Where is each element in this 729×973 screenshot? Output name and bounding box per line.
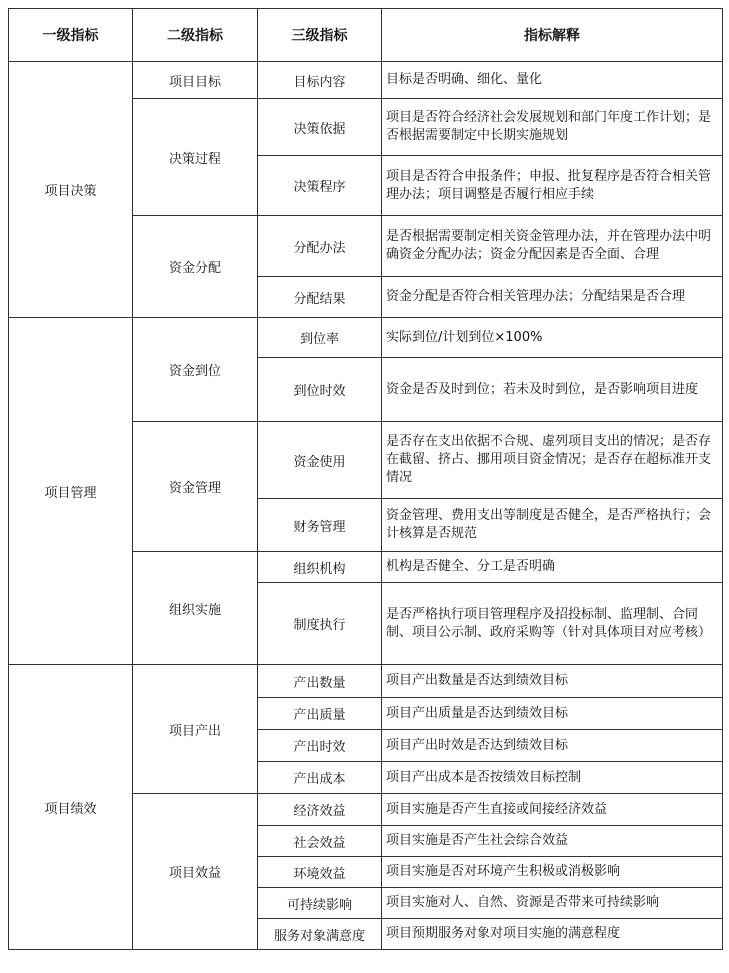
header-row (9, 9, 723, 62)
level3-cell: 制度执行 (258, 583, 382, 665)
explanation-cell: 项目是否符合经济社会发展规划和部门年度工作计划；是否根据需要制定中长期实施规划 (382, 99, 723, 156)
explanation-cell: 资金是否及时到位；若未及时到位，是否影响项目进度 (382, 358, 723, 422)
explanation-cell: 项目是否符合申报条件；申报、批复程序是否符合相关管理办法；项目调整是否履行相应手续 (382, 156, 723, 216)
header-level1: 一级指标 (9, 9, 133, 62)
explanation-cell: 实际到位/计划到位×100% (382, 318, 723, 358)
level2-cell: 组织实施 (133, 552, 258, 665)
level1-cell: 项目决策 (9, 62, 133, 318)
level3-cell: 分配结果 (258, 277, 382, 318)
explanation-cell: 项目实施对人、自然、资源是否带来可持续影响 (382, 888, 723, 919)
explanation-cell: 资金分配是否符合相关管理办法；分配结果是否合理 (382, 277, 723, 318)
level1-cell: 项目绩效 (9, 665, 133, 950)
explanation-cell: 是否严格执行项目管理程序及招投标制、监理制、合同制、项目公示制、政府采购等（针对具体项目对应考核） (382, 583, 723, 665)
explanation-cell: 目标是否明确、细化、量化 (382, 62, 723, 99)
explanation-cell: 项目实施是否产生社会综合效益 (382, 826, 723, 857)
level3-cell: 资金使用 (258, 422, 382, 499)
explanation-cell: 资金管理、费用支出等制度是否健全，是否严格执行；会计核算是否规范 (382, 499, 723, 552)
explanation-cell: 项目产出成本是否按绩效目标控制 (382, 762, 723, 794)
level2-cell: 项目目标 (133, 62, 258, 99)
explanation-cell: 项目产出数量是否达到绩效目标 (382, 665, 723, 698)
level3-cell: 组织机构 (258, 552, 382, 583)
table-row (9, 665, 723, 698)
explanation-cell: 项目产出质量是否达到绩效目标 (382, 698, 723, 730)
explanation-cell: 是否根据需要制定相关资金管理办法，并在管理办法中明确资金分配办法；资金分配因素是否全面、合理 (382, 216, 723, 277)
explanation-cell: 项目预期服务对象对项目实施的满意程度 (382, 919, 723, 950)
explanation-cell: 项目产出时效是否达到绩效目标 (382, 730, 723, 762)
level3-cell: 分配办法 (258, 216, 382, 277)
header-explanation: 指标解释 (382, 9, 723, 62)
level2-cell: 资金管理 (133, 422, 258, 552)
level3-cell: 产出质量 (258, 698, 382, 730)
indicator-table (8, 8, 723, 950)
level1-cell: 项目管理 (9, 318, 133, 665)
table-row (9, 318, 723, 358)
explanation-cell: 机构是否健全、分工是否明确 (382, 552, 723, 583)
level3-cell: 可持续影响 (258, 888, 382, 919)
level3-cell: 决策依据 (258, 99, 382, 156)
level3-cell: 服务对象满意度 (258, 919, 382, 950)
level3-cell: 经济效益 (258, 794, 382, 826)
level3-cell: 财务管理 (258, 499, 382, 552)
level3-cell: 到位时效 (258, 358, 382, 422)
level3-cell: 社会效益 (258, 826, 382, 857)
level3-cell: 产出数量 (258, 665, 382, 698)
level2-cell: 项目效益 (133, 794, 258, 950)
level2-cell: 决策过程 (133, 99, 258, 216)
level3-cell: 目标内容 (258, 62, 382, 99)
explanation-cell: 是否存在支出依据不合规、虚列项目支出的情况；是否存在截留、挤占、挪用项目资金情况；是否存在超标准开支情况 (382, 422, 723, 499)
level2-cell: 项目产出 (133, 665, 258, 794)
level2-cell: 资金到位 (133, 318, 258, 422)
level3-cell: 决策程序 (258, 156, 382, 216)
level3-cell: 产出成本 (258, 762, 382, 794)
header-level2: 二级指标 (133, 9, 258, 62)
explanation-cell: 项目实施是否对环境产生积极或消极影响 (382, 857, 723, 888)
table-row (9, 62, 723, 99)
header-level3: 三级指标 (258, 9, 382, 62)
level2-cell: 资金分配 (133, 216, 258, 318)
level3-cell: 产出时效 (258, 730, 382, 762)
level3-cell: 环境效益 (258, 857, 382, 888)
level3-cell: 到位率 (258, 318, 382, 358)
explanation-cell: 项目实施是否产生直接或间接经济效益 (382, 794, 723, 826)
